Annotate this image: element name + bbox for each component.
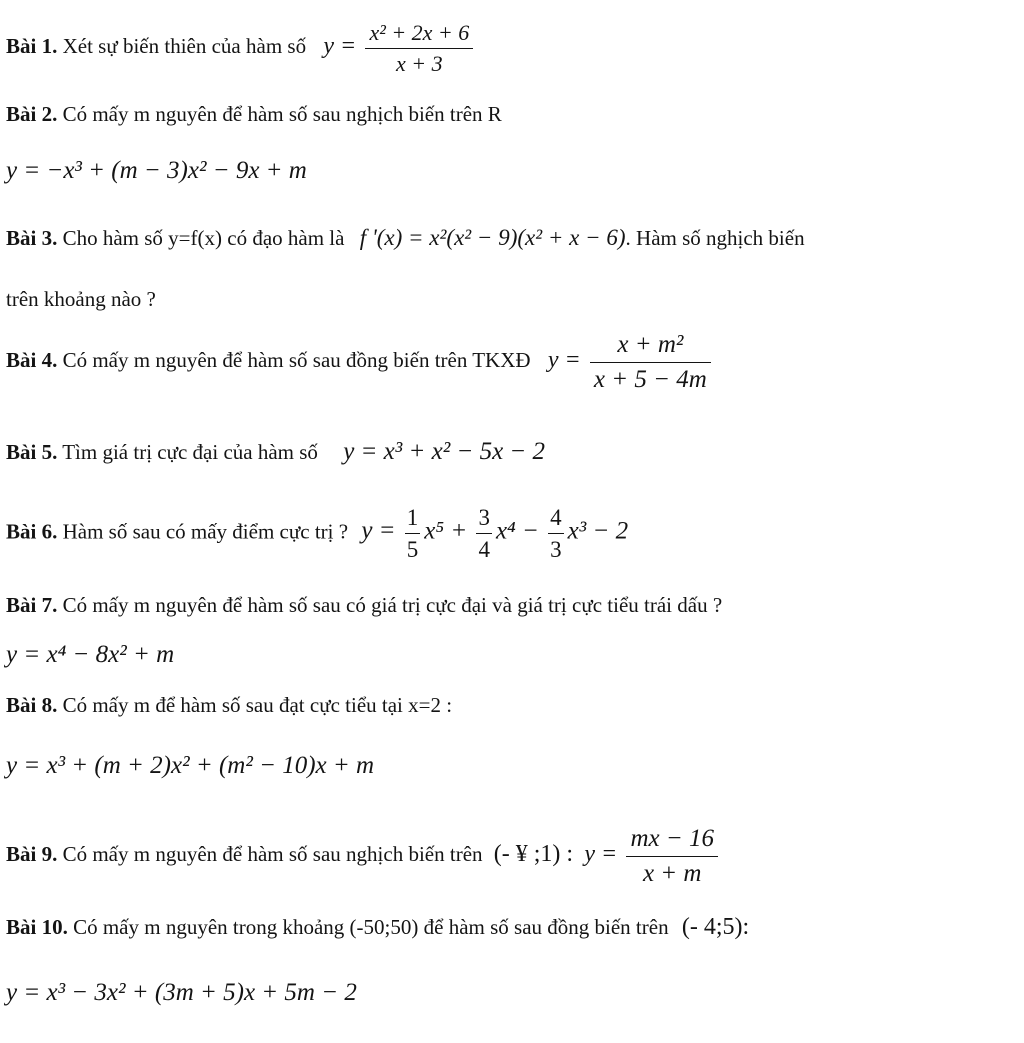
problem-10 <box>6 915 749 939</box>
problem-6-formula-prefix: y = <box>361 517 396 545</box>
problem-2-formula: y = −x³ + (m − 3)x² − 9x + m <box>6 157 307 184</box>
problem-2-text: Có mấy m nguyên để hàm số sau nghịch biến trên R <box>62 102 502 126</box>
problem-5-label: Bài 5. <box>6 440 58 464</box>
problem-6-fraction-2 <box>476 502 492 565</box>
problem-6-term-2: x⁴ − <box>495 517 539 545</box>
problem-8-label: Bài 8. <box>6 693 58 717</box>
problem-4-label: Bài 4. <box>6 348 58 373</box>
problem-6-label: Bài 6. <box>6 519 58 544</box>
problem-6-term-1: x⁵ + <box>424 517 468 545</box>
problem-10-formula: y = x³ − 3x² + (3m + 5)x + 5m − 2 <box>6 979 357 1006</box>
problem-9-interval: (- ¥ ;1) : <box>493 841 574 868</box>
problem-2-label: Bài 2. <box>6 102 58 126</box>
problem-8 <box>6 695 452 716</box>
problem-8-text: Có mấy m để hàm số sau đạt cực tiểu tại x=2 : <box>62 693 453 717</box>
problem-6-fraction-1-den: 5 <box>406 537 419 563</box>
problem-1-fraction <box>365 18 473 78</box>
problem-3-label: Bài 3. <box>6 226 58 250</box>
problem-5-text: Tìm giá trị cực đại của hàm số <box>62 440 318 464</box>
problem-4-formula-prefix: y = <box>547 347 581 374</box>
problem-6-fraction-3-num: 4 <box>548 502 564 534</box>
problem-3-text: Cho hàm số y=f(x) có đạo hàm là <box>62 226 345 250</box>
problem-4 <box>6 328 715 397</box>
problem-8-formula: y = x³ + (m + 2)x² + (m² − 10)x + m <box>6 752 375 779</box>
problem-1-text: Xét sự biến thiên của hàm số <box>62 34 307 58</box>
problem-9-formula-prefix: y = <box>584 841 618 868</box>
problem-9 <box>6 822 722 891</box>
problem-7-text: Có mấy m nguyên để hàm số sau có giá trị cực đại và giá trị cực tiểu trái dấu ? <box>62 593 723 617</box>
problem-6-fraction-1 <box>405 502 421 565</box>
problem-3-text-after: . Hàm số nghịch biến <box>625 226 805 250</box>
problem-1-label: Bài 1. <box>6 34 58 58</box>
problem-6 <box>6 502 628 565</box>
problem-1-formula-prefix: y = <box>323 33 357 59</box>
problem-7-formula: y = x⁴ − 8x² + m <box>6 641 175 668</box>
problem-6-text: Hàm số sau có mấy điểm cực trị ? <box>62 519 349 544</box>
problem-6-fraction-2-num: 3 <box>476 502 492 534</box>
problem-9-label: Bài 9. <box>6 842 58 867</box>
problem-4-text: Có mấy m nguyên để hàm số sau đồng biến trên TKXĐ <box>62 348 531 373</box>
problem-6-fraction-3 <box>548 502 564 565</box>
problem-7-label: Bài 7. <box>6 593 58 617</box>
problem-1-numerator: x² + 2x + 6 <box>365 18 473 49</box>
problem-6-fraction-2-den: 4 <box>478 537 490 563</box>
problem-1-denominator: x + 3 <box>396 50 443 76</box>
problem-1 <box>6 18 477 78</box>
problem-4-fraction <box>590 328 711 397</box>
problem-10-interval: (- 4;5): <box>681 914 750 940</box>
problem-3 <box>6 226 805 249</box>
problem-5 <box>6 439 545 464</box>
problem-9-denominator: x + m <box>642 859 702 887</box>
problem-3-formula: f '(x) = x²(x² − 9)(x² + x − 6) <box>359 225 626 250</box>
problem-2 <box>6 104 502 125</box>
problem-6-term-3: x³ − 2 <box>567 517 629 545</box>
problem-7 <box>6 595 722 616</box>
problem-10-label: Bài 10. <box>6 915 68 939</box>
problem-9-numerator: mx − 16 <box>626 822 718 857</box>
problem-9-fraction <box>626 822 718 891</box>
problem-6-fraction-3-den: 3 <box>550 537 562 563</box>
problem-4-numerator: x + m² <box>590 328 711 363</box>
problem-6-fraction-1-num: 1 <box>405 502 421 534</box>
problem-3-line2: trên khoảng nào ? <box>6 287 156 311</box>
problem-10-text: Có mấy m nguyên trong khoảng (-50;50) để hàm số sau đồng biến trên <box>73 915 669 939</box>
problem-5-formula: y = x³ + x² − 5x − 2 <box>343 438 546 465</box>
problem-4-denominator: x + 5 − 4m <box>593 365 707 393</box>
problem-9-text: Có mấy m nguyên để hàm số sau nghịch biến trên <box>62 842 483 867</box>
